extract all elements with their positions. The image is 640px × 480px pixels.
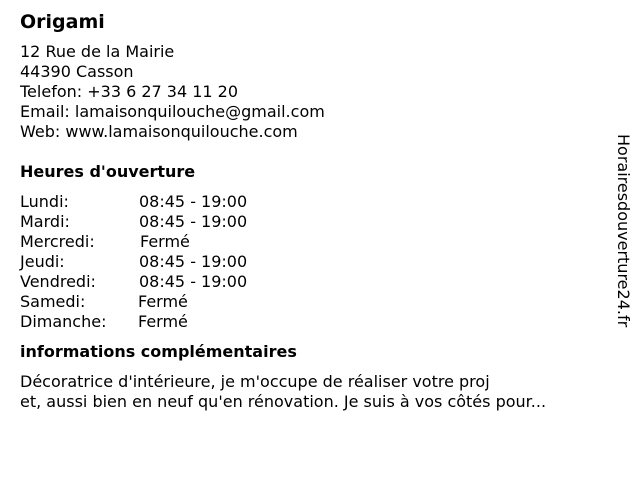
site-watermark: Horairesdouverture24.fr [614, 134, 633, 328]
hours-row-tuesday [20, 212, 610, 232]
time-value: 08:45 - 19:00 [139, 252, 248, 271]
time-value: 08:45 - 19:00 [139, 192, 248, 211]
email-address: Email: lamaisonquilouche@gmail.com [20, 102, 325, 121]
address-city: 44390 Casson [20, 62, 134, 81]
address-street: 12 Rue de la Mairie [20, 42, 175, 61]
day-label: Lundi: [20, 192, 69, 211]
time-value: 08:45 - 19:00 [139, 212, 248, 231]
time-value: Fermé [138, 292, 188, 311]
hours-row-monday [20, 192, 610, 212]
day-label: Dimanche: [20, 312, 107, 331]
additional-info-heading: informations complémentaires [20, 342, 297, 361]
day-label: Mercredi: [20, 232, 95, 251]
time-value: Fermé [138, 312, 188, 331]
opening-hours-table [20, 192, 610, 332]
day-label: Jeudi: [20, 252, 65, 271]
opening-hours-heading: Heures d'ouverture [20, 162, 196, 181]
business-card [20, 10, 610, 412]
description-line-2: et, aussi bien en neuf qu'en rénovation. Je suis à vos côtés pour... [20, 392, 547, 411]
time-value: Fermé [140, 232, 190, 251]
day-label: Samedi: [20, 292, 86, 311]
website-address: Web: www.lamaisonquilouche.com [20, 122, 298, 141]
hours-row-sunday [20, 312, 610, 332]
hours-row-friday [20, 272, 610, 292]
hours-row-saturday [20, 292, 610, 312]
phone-number: Telefon: +33 6 27 34 11 20 [20, 82, 239, 101]
day-label: Vendredi: [20, 272, 96, 291]
description-line-1: Décoratrice d'intérieure, je m'occupe de réaliser votre proj [20, 372, 490, 391]
business-name: Origami [20, 11, 105, 33]
day-label: Mardi: [20, 212, 70, 231]
time-value: 08:45 - 19:00 [139, 272, 248, 291]
hours-row-wednesday [20, 232, 610, 252]
hours-row-thursday [20, 252, 610, 272]
